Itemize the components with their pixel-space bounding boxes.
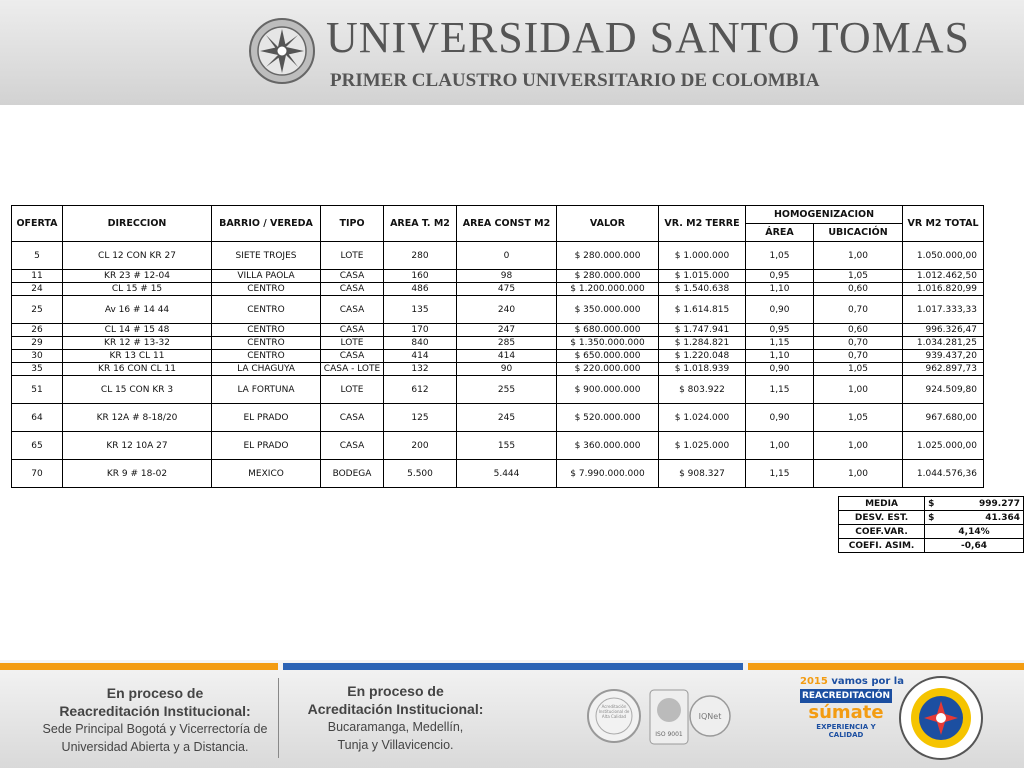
cert1-label: Acreditación Institucional de Alta Calidad [598, 704, 630, 719]
header-area-const: AREA CONST M2 [457, 206, 557, 242]
footer-divider [278, 678, 279, 758]
table-body [12, 242, 984, 488]
cell-vr-m2-terre: $ 1.220.048 [659, 350, 746, 363]
cell-vr-m2-total: 924.509,80 [903, 376, 984, 404]
campaign-year: 2015 [800, 676, 828, 687]
cell-vr-m2-terre: $ 803.922 [659, 376, 746, 404]
campaign-logo [800, 676, 904, 748]
cell-valor: $ 7.990.000.000 [557, 460, 659, 488]
cell-direccion: CL 15 # 15 [63, 283, 212, 296]
cell-tipo: CASA [321, 350, 384, 363]
cell-valor: $ 280.000.000 [557, 242, 659, 270]
cell-area: 0,90 [746, 404, 814, 432]
cell-oferta: 70 [12, 460, 63, 488]
cell-area: 0,95 [746, 270, 814, 283]
stats-row [839, 525, 1024, 539]
stats-label: DESV. EST. [839, 511, 925, 525]
cell-ubicacion: 1,00 [814, 460, 903, 488]
university-subtitle: PRIMER CLAUSTRO UNIVERSITARIO DE COLOMBIA [330, 70, 820, 91]
header-ubicacion: UBICACIÓN [814, 224, 903, 242]
header-vr-m2-terre: VR. M2 TERRE [659, 206, 746, 242]
cell-ubicacion: 1,00 [814, 376, 903, 404]
footer-reaccreditation-text: Sede Principal Bogotá y Vicerrectoría de Universidad Abierta y a Distancia. [42, 722, 268, 754]
cell-vr-m2-total: 1.025.000,00 [903, 432, 984, 460]
cell-direccion: KR 12 10A 27 [63, 432, 212, 460]
cell-valor: $ 360.000.000 [557, 432, 659, 460]
cell-area-const: 255 [457, 376, 557, 404]
accreditation-seal-icon [586, 688, 642, 744]
cell-direccion: Av 16 # 14 44 [63, 296, 212, 324]
cell-valor: $ 900.000.000 [557, 376, 659, 404]
cell-vr-m2-terre: $ 1.024.000 [659, 404, 746, 432]
stats-row [839, 539, 1024, 553]
cell-tipo: CASA [321, 270, 384, 283]
cell-valor: $ 650.000.000 [557, 350, 659, 363]
cell-area-t: 486 [384, 283, 457, 296]
cell-tipo: CASA [321, 432, 384, 460]
university-name: UNIVERSIDAD SANTO TOMAS [326, 13, 970, 62]
cell-barrio: LA FORTUNA [212, 376, 321, 404]
cell-vr-m2-total: 1.034.281,25 [903, 337, 984, 350]
stats-currency: $ [928, 512, 935, 523]
cell-vr-m2-total: 1.017.333,33 [903, 296, 984, 324]
cell-area-t: 840 [384, 337, 457, 350]
cell-tipo: BODEGA [321, 460, 384, 488]
cell-ubicacion: 1,00 [814, 432, 903, 460]
cell-area: 0,90 [746, 363, 814, 376]
cell-area-t: 125 [384, 404, 457, 432]
campaign-line2: REACREDITACIÓN [801, 691, 891, 701]
cell-direccion: CL 14 # 15 48 [63, 324, 212, 337]
cell-area: 1,10 [746, 350, 814, 363]
cell-vr-m2-terre: $ 1.614.815 [659, 296, 746, 324]
cell-area: 1,00 [746, 432, 814, 460]
table-row [12, 270, 984, 283]
cell-vr-m2-total: 1.050.000,00 [903, 242, 984, 270]
cell-vr-m2-terre: $ 1.284.821 [659, 337, 746, 350]
cell-ubicacion: 0,70 [814, 337, 903, 350]
stats-value: -0,64 [925, 539, 1024, 553]
cell-valor: $ 280.000.000 [557, 270, 659, 283]
cell-valor: $ 350.000.000 [557, 296, 659, 324]
cell-ubicacion: 1,05 [814, 404, 903, 432]
cell-area: 1,15 [746, 376, 814, 404]
stats-label: COEFI. ASIM. [839, 539, 925, 553]
iso-9001-icon [648, 688, 690, 746]
stats-currency: $ [928, 498, 935, 509]
cell-oferta: 35 [12, 363, 63, 376]
footer-accent-bar [283, 663, 743, 670]
cell-area-t: 170 [384, 324, 457, 337]
cell-area-const: 155 [457, 432, 557, 460]
stats-label: COEF.VAR. [839, 525, 925, 539]
cell-tipo: CASA [321, 324, 384, 337]
cell-valor: $ 520.000.000 [557, 404, 659, 432]
cell-oferta: 30 [12, 350, 63, 363]
table-row [12, 283, 984, 296]
cell-vr-m2-total: 967.680,00 [903, 404, 984, 432]
table-row [12, 363, 984, 376]
cell-tipo: CASA [321, 404, 384, 432]
cell-area-const: 0 [457, 242, 557, 270]
table-row [12, 296, 984, 324]
campaign-line3: súmate [808, 702, 884, 723]
cell-direccion: CL 12 CON KR 27 [63, 242, 212, 270]
stats-value-cell [925, 497, 1024, 511]
header-area: ÁREA [746, 224, 814, 242]
cell-barrio: MEXICO [212, 460, 321, 488]
cell-direccion: KR 13 CL 11 [63, 350, 212, 363]
header-tipo: TIPO [321, 206, 384, 242]
cell-vr-m2-total: 939.437,20 [903, 350, 984, 363]
footer-accreditation-block [283, 682, 508, 754]
cell-oferta: 26 [12, 324, 63, 337]
stats-row [839, 511, 1024, 525]
cell-direccion: KR 12 # 13-32 [63, 337, 212, 350]
cell-area: 1,05 [746, 242, 814, 270]
cell-area-t: 5.500 [384, 460, 457, 488]
cell-ubicacion: 1,05 [814, 270, 903, 283]
header-banner [0, 0, 1024, 105]
cell-tipo: CASA - LOTE [321, 363, 384, 376]
table-row [12, 404, 984, 432]
cell-barrio: CENTRO [212, 283, 321, 296]
cell-tipo: LOTE [321, 376, 384, 404]
cell-area-const: 247 [457, 324, 557, 337]
cell-valor: $ 1.200.000.000 [557, 283, 659, 296]
statistics-table [838, 496, 1024, 553]
cell-area-t: 200 [384, 432, 457, 460]
cell-area-const: 414 [457, 350, 557, 363]
footer-accreditation-text: Bucaramanga, Medellín, Tunja y Villavicencio. [327, 720, 464, 752]
cert3-label: IQNet [698, 712, 722, 721]
table-row [12, 432, 984, 460]
footer-reaccreditation-block [40, 684, 270, 756]
property-offers-table [11, 205, 984, 488]
header-vr-m2-total: VR M2 TOTAL [903, 206, 984, 242]
header-homogenizacion: HOMOGENIZACION [746, 206, 903, 224]
cell-direccion: KR 12A # 8-18/20 [63, 404, 212, 432]
stats-row [839, 497, 1024, 511]
cell-vr-m2-total: 1.016.820,99 [903, 283, 984, 296]
footer-accent-bar [0, 663, 278, 670]
stats-value: 999.277 [979, 498, 1020, 509]
cell-area-const: 475 [457, 283, 557, 296]
stats-label: MEDIA [839, 497, 925, 511]
campaign-line4: EXPERIENCIA Y CALIDAD [816, 723, 876, 739]
cell-area-const: 285 [457, 337, 557, 350]
header-oferta: OFERTA [12, 206, 63, 242]
cell-oferta: 65 [12, 432, 63, 460]
cell-tipo: CASA [321, 296, 384, 324]
cell-direccion: CL 15 CON KR 3 [63, 376, 212, 404]
cell-vr-m2-total: 1.044.576,36 [903, 460, 984, 488]
cell-area-t: 132 [384, 363, 457, 376]
cell-barrio: CENTRO [212, 324, 321, 337]
cell-area-const: 90 [457, 363, 557, 376]
cell-area: 0,90 [746, 296, 814, 324]
cell-vr-m2-total: 962.897,73 [903, 363, 984, 376]
cell-valor: $ 220.000.000 [557, 363, 659, 376]
table-row [12, 242, 984, 270]
cell-oferta: 51 [12, 376, 63, 404]
cell-barrio: CENTRO [212, 296, 321, 324]
footer-accreditation-title: En proceso de Acreditación Institucional: [307, 683, 484, 717]
cell-ubicacion: 0,70 [814, 296, 903, 324]
cell-area: 1,15 [746, 460, 814, 488]
table-row [12, 350, 984, 363]
cell-oferta: 29 [12, 337, 63, 350]
footer-accent-bar [748, 663, 1024, 670]
table-row [12, 376, 984, 404]
cell-area: 0,95 [746, 324, 814, 337]
cell-oferta: 64 [12, 404, 63, 432]
cell-area-t: 414 [384, 350, 457, 363]
cell-area-const: 240 [457, 296, 557, 324]
cell-area-t: 280 [384, 242, 457, 270]
header-valor: VALOR [557, 206, 659, 242]
stats-value: 41.364 [985, 512, 1020, 523]
cell-direccion: KR 9 # 18-02 [63, 460, 212, 488]
cell-direccion: KR 16 CON CL 11 [63, 363, 212, 376]
cell-valor: $ 680.000.000 [557, 324, 659, 337]
iqnet-icon [688, 694, 732, 738]
cell-ubicacion: 0,60 [814, 324, 903, 337]
stats-value-cell [925, 511, 1024, 525]
cell-vr-m2-total: 1.012.462,50 [903, 270, 984, 283]
cert2-label: ISO 9001 [655, 731, 683, 738]
cell-vr-m2-terre: $ 1.540.638 [659, 283, 746, 296]
cell-barrio: SIETE TROJES [212, 242, 321, 270]
stats-value: 4,14% [925, 525, 1024, 539]
cell-ubicacion: 0,70 [814, 350, 903, 363]
footer-reaccreditation-title: En proceso de Reacreditación Institucional: [59, 685, 251, 719]
header-barrio: BARRIO / VEREDA [212, 206, 321, 242]
cell-direccion: KR 23 # 12-04 [63, 270, 212, 283]
cell-area-t: 612 [384, 376, 457, 404]
cell-vr-m2-terre: $ 1.015.000 [659, 270, 746, 283]
cell-vr-m2-terre: $ 1.018.939 [659, 363, 746, 376]
header-area-t: AREA T. M2 [384, 206, 457, 242]
cell-tipo: CASA [321, 283, 384, 296]
cell-oferta: 11 [12, 270, 63, 283]
table-row [12, 460, 984, 488]
cell-vr-m2-terre: $ 1.747.941 [659, 324, 746, 337]
cell-tipo: LOTE [321, 337, 384, 350]
cell-barrio: VILLA PAOLA [212, 270, 321, 283]
cell-ubicacion: 0,60 [814, 283, 903, 296]
cell-area: 1,15 [746, 337, 814, 350]
cell-area-const: 98 [457, 270, 557, 283]
cell-barrio: CENTRO [212, 337, 321, 350]
cell-tipo: LOTE [321, 242, 384, 270]
cell-ubicacion: 1,05 [814, 363, 903, 376]
cell-vr-m2-terre: $ 908.327 [659, 460, 746, 488]
institutional-accreditation-seal-icon [898, 675, 984, 761]
cell-vr-m2-total: 996.326,47 [903, 324, 984, 337]
cell-vr-m2-terre: $ 1.025.000 [659, 432, 746, 460]
table-row [12, 337, 984, 350]
cell-barrio: EL PRADO [212, 404, 321, 432]
cell-barrio: LA CHAGUYA [212, 363, 321, 376]
cell-oferta: 24 [12, 283, 63, 296]
cell-area-t: 160 [384, 270, 457, 283]
university-seal-icon [248, 17, 316, 85]
cell-area: 1,10 [746, 283, 814, 296]
header-direccion: DIRECCION [63, 206, 212, 242]
cell-valor: $ 1.350.000.000 [557, 337, 659, 350]
cell-vr-m2-terre: $ 1.000.000 [659, 242, 746, 270]
cell-barrio: CENTRO [212, 350, 321, 363]
cell-oferta: 5 [12, 242, 63, 270]
table-row [12, 324, 984, 337]
cell-ubicacion: 1,00 [814, 242, 903, 270]
cell-area-t: 135 [384, 296, 457, 324]
cell-oferta: 25 [12, 296, 63, 324]
cell-barrio: EL PRADO [212, 432, 321, 460]
cell-area-const: 5.444 [457, 460, 557, 488]
cell-area-const: 245 [457, 404, 557, 432]
campaign-line1: vamos por la [831, 676, 904, 687]
